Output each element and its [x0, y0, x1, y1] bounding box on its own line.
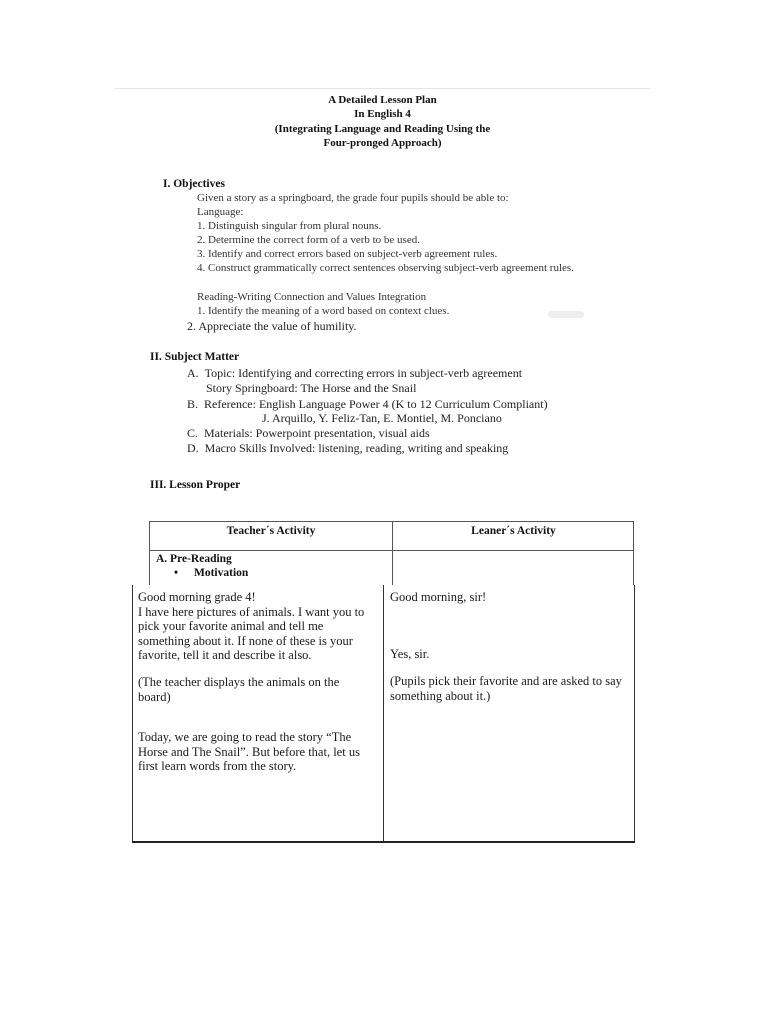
teacher-line: first learn words from the story. [138, 759, 297, 774]
teacher-activity-header: Teacher´s Activity [226, 525, 316, 537]
teacher-greeting-block [138, 590, 364, 663]
teacher-line: board) [138, 689, 171, 704]
document-title [115, 93, 650, 150]
pre-reading-label: A. Pre-Reading [156, 553, 232, 565]
lesson-proper-heading: III. Lesson Proper [150, 479, 241, 491]
subject-macro-skills: D. Macro Skills Involved: listening, reading, writing and speaking [187, 441, 509, 455]
title-line-3: (Integrating Language and Reading Using the [274, 122, 491, 135]
teacher-line: Today, we are going to read the story “The [138, 730, 352, 744]
teacher-line: favorite, tell it and describe it also. [138, 648, 312, 663]
language-label: Language: [197, 206, 244, 218]
learner-response: Yes, sir. [390, 647, 430, 661]
teacher-line: Horse and The Snail”. But before that, let us [138, 744, 360, 759]
title-line-4: Four-pronged Approach) [323, 136, 442, 149]
activity-table-body [132, 585, 635, 843]
learner-activity-block [390, 674, 622, 703]
bullet-icon: • [174, 567, 179, 579]
objective-item: 3. Identify and correct errors based on subject-verb agreement rules. [197, 248, 498, 260]
objective-item: 2. Determine the correct form of a verb to be used. [197, 234, 420, 246]
title-line-1: A Detailed Lesson Plan [328, 94, 437, 106]
reading-item: 1. Identify the meaning of a word based on context clues. [197, 305, 450, 317]
objectives-intro: Given a story as a springboard, the grade four pupils should be able to: [197, 192, 509, 204]
reading-item: 2. Appreciate the value of humility. [187, 319, 357, 333]
teacher-line: I have here pictures of animals. I want you to [138, 604, 365, 619]
objective-item: 1. Distinguish singular from plural nouns. [197, 220, 382, 232]
subject-authors: J. Arquillo, Y. Feliz-Tan, E. Montiel, M. Ponciano [262, 411, 502, 425]
title-line-2: In English 4 [354, 108, 411, 121]
subject-springboard: Story Springboard: The Horse and the Snail [206, 381, 417, 395]
reading-label: Reading-Writing Connection and Values Integration [197, 291, 427, 303]
teacher-line: (The teacher displays the animals on the [138, 675, 340, 689]
subject-matter-heading: II. Subject Matter [150, 351, 240, 363]
objectives-heading: I. Objectives [163, 178, 225, 190]
motivation-item [174, 567, 248, 579]
learner-greeting: Good morning, sir! [390, 590, 487, 604]
teacher-story-intro-block [138, 730, 360, 774]
objective-item: 4. Construct grammatically correct sentences observing subject-verb agreement rules. [197, 262, 574, 274]
page-top-rule [115, 88, 650, 89]
learner-line: something about it.) [390, 688, 491, 703]
teacher-line: something about it. If none of these is your [138, 633, 353, 648]
motivation-label: Motivation [194, 567, 249, 579]
learner-line: (Pupils pick their favorite and are asked to say [390, 674, 622, 688]
teacher-line: pick your favorite animal and tell me [138, 619, 324, 634]
subject-materials: C. Materials: Powerpoint presentation, visual aids [187, 426, 430, 440]
subject-topic: A. Topic: Identifying and correcting errors in subject-verb agreement [187, 366, 523, 380]
teacher-display-block [138, 675, 339, 704]
teacher-line: Good morning grade 4! [138, 590, 256, 604]
learner-activity-header: Leaner´s Activity [471, 525, 556, 537]
activity-table-header [149, 521, 634, 585]
scan-smudge [548, 311, 584, 318]
subject-reference: B. Reference: English Language Power 4 (K to 12 Curriculum Compliant) [187, 397, 548, 411]
row-divider [150, 550, 633, 551]
column-divider [383, 585, 384, 841]
